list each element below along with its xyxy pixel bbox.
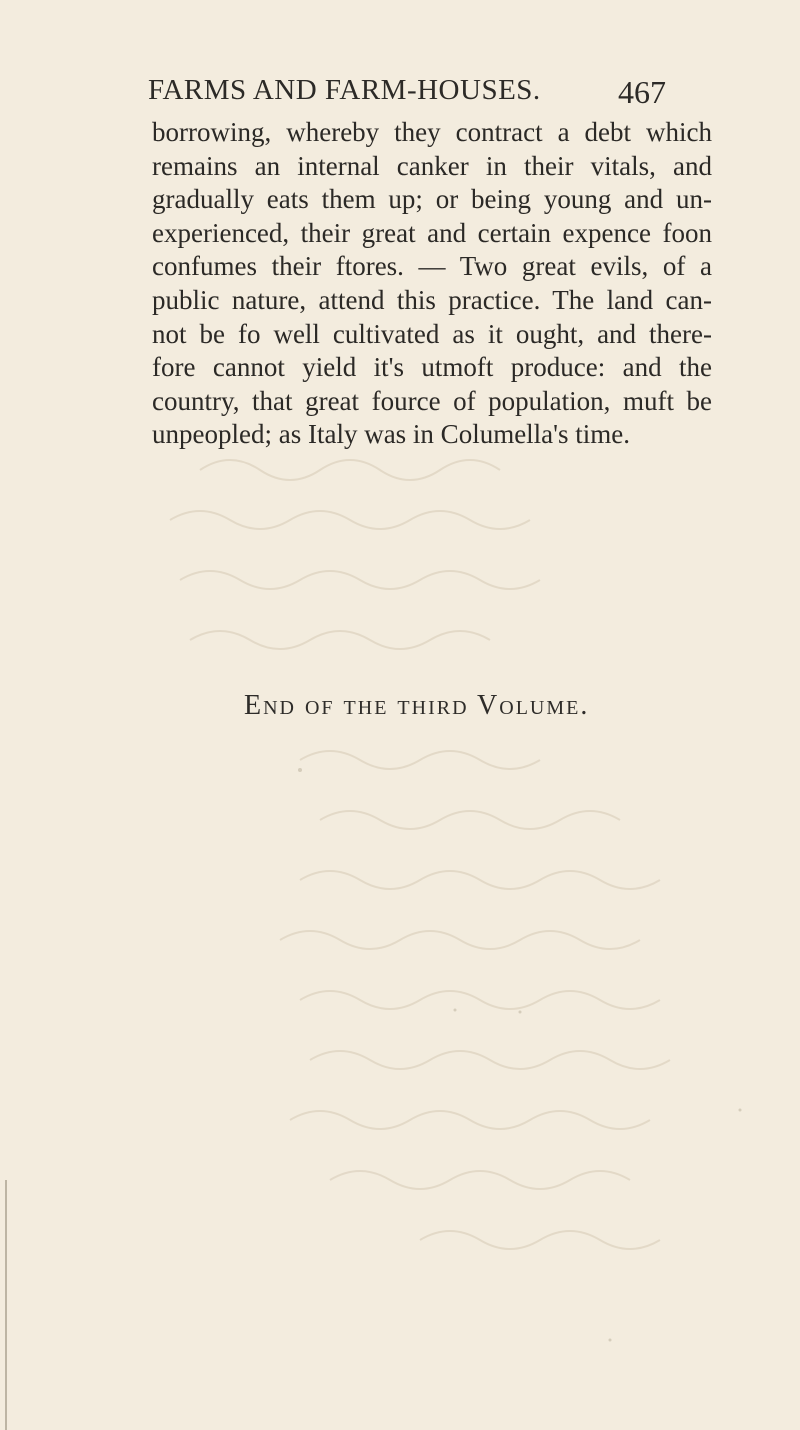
text-line: borrowing, whereby they contract a debt which xyxy=(152,117,712,147)
running-head xyxy=(0,74,800,114)
body-paragraph xyxy=(152,116,712,452)
text-line: remains an internal canker in their vitals, and xyxy=(152,150,712,181)
text-line: country, that great fource of population, muft be xyxy=(152,385,712,416)
page-number: 467 xyxy=(618,74,666,110)
text-line: public nature, attend this practice. The land can- xyxy=(152,284,712,315)
running-title: FARMS AND FARM-HOUSES. xyxy=(148,74,541,106)
text-line: gradually eats them up; or being young and un- xyxy=(152,184,712,215)
end-of-volume-note: End of the third Volume. xyxy=(244,690,590,721)
text-line: fore cannot yield it's utmoft produce: and the xyxy=(152,352,712,383)
text-line: unpeopled; as Italy was in Columella's time. xyxy=(152,419,631,450)
text-line: not be fo well cultivated as it ought, and there- xyxy=(152,318,712,349)
text-line: experienced, their great and certain expence foon xyxy=(152,217,712,248)
text-line: confumes their ftores. — Two great evils, of a xyxy=(152,251,712,282)
